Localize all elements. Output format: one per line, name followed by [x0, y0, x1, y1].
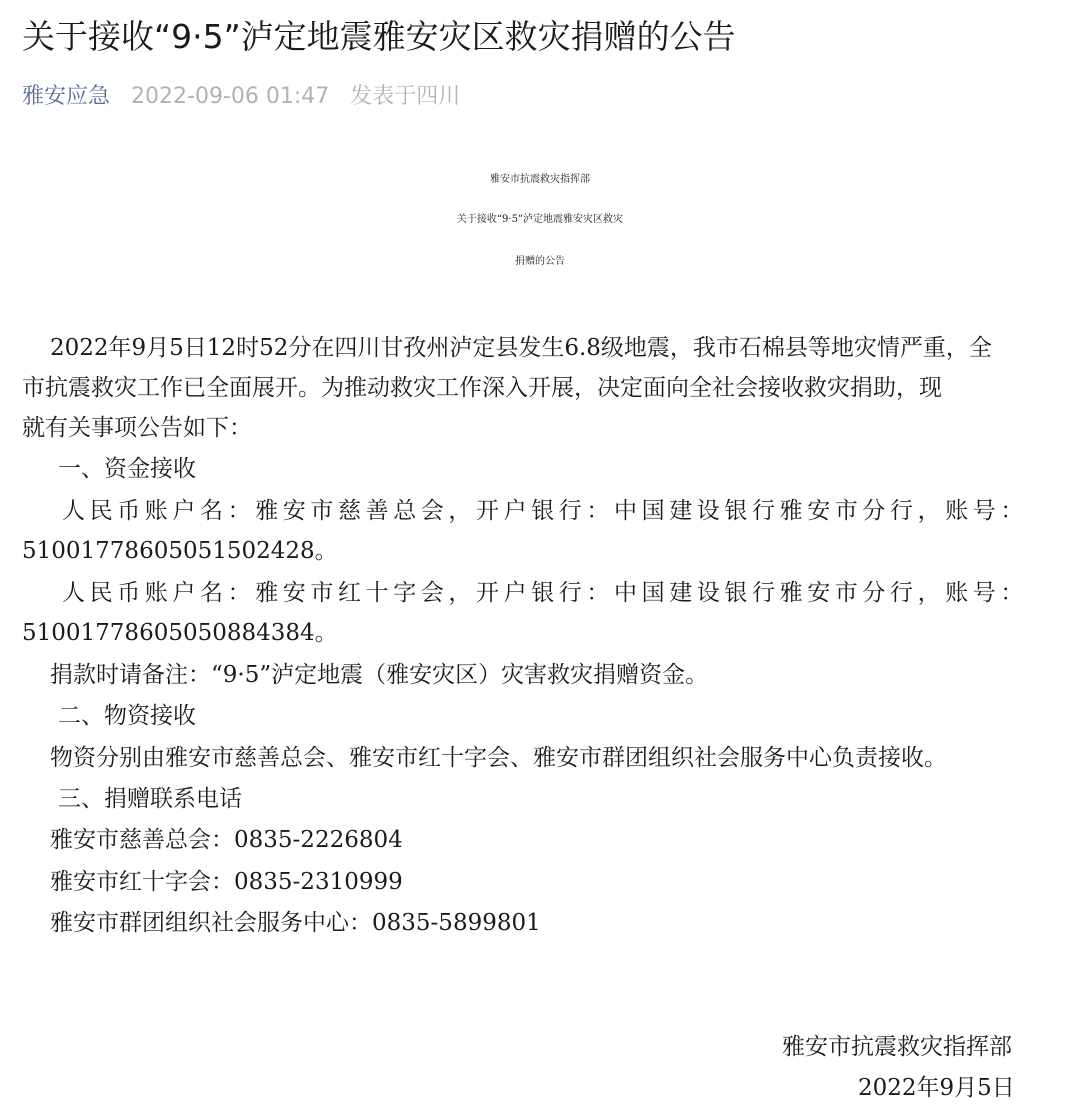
account-1-number: 51001778605051502428。: [22, 538, 338, 564]
signature-organization: 雅安市抗震救灾指挥部: [782, 1034, 1012, 1060]
intro-line-1: 2022年9月5日12时52分在四川甘孜州泸定县发生6.8级地震，我市石棉县等地灾情严重，全: [50, 335, 992, 361]
section-3-title: 三、捐赠联系电话: [58, 786, 242, 812]
notice-heading-line-3: 捐赠的公告: [515, 256, 565, 267]
account-name-link[interactable]: 雅安应急: [22, 84, 111, 109]
account-2-details: 人民币账户名：雅安市红十字会，开户银行：中国建设银行雅安市分行，账号：: [62, 580, 1028, 606]
notice-heading-line-1: 雅安市抗震救灾指挥部: [490, 174, 590, 185]
account-2-number: 51001778605050884384。: [22, 620, 338, 646]
article-meta: [22, 80, 460, 114]
account-1-details: 人民币账户名：雅安市慈善总会，开户银行：中国建设银行雅安市分行，账号：: [62, 498, 1028, 524]
intro-line-3: 就有关事项公告如下：: [22, 415, 252, 441]
publish-time: 2022-09-06 01:47: [131, 84, 330, 109]
section-2-title: 二、物资接收: [58, 703, 196, 729]
materials-receivers: 物资分别由雅安市慈善总会、雅安市红十字会、雅安市群团组织社会服务中心负责接收。: [50, 745, 947, 771]
signature-date: 2022年9月5日: [858, 1075, 1015, 1101]
notice-heading-line-2: 关于接收“9·5”泸定地震雅安灾区救灾: [456, 214, 624, 225]
section-1-title: 一、资金接收: [58, 456, 196, 482]
contact-service-center: 雅安市群团组织社会服务中心：0835-5899801: [50, 910, 541, 936]
article-title: 关于接收“9·5”泸定地震雅安灾区救灾捐赠的公告: [22, 17, 736, 56]
contact-charity: 雅安市慈善总会：0835-2226804: [50, 827, 403, 853]
contact-red-cross: 雅安市红十字会：0835-2310999: [50, 869, 403, 895]
publish-location: 发表于四川: [350, 84, 461, 109]
intro-line-2: 市抗震救灾工作已全面展开。为推动救灾工作深入开展，决定面向全社会接收救灾捐助，现: [22, 375, 942, 401]
donation-remark: 捐款时请备注：“9·5”泸定地震（雅安灾区）灾害救灾捐赠资金。: [50, 662, 709, 688]
